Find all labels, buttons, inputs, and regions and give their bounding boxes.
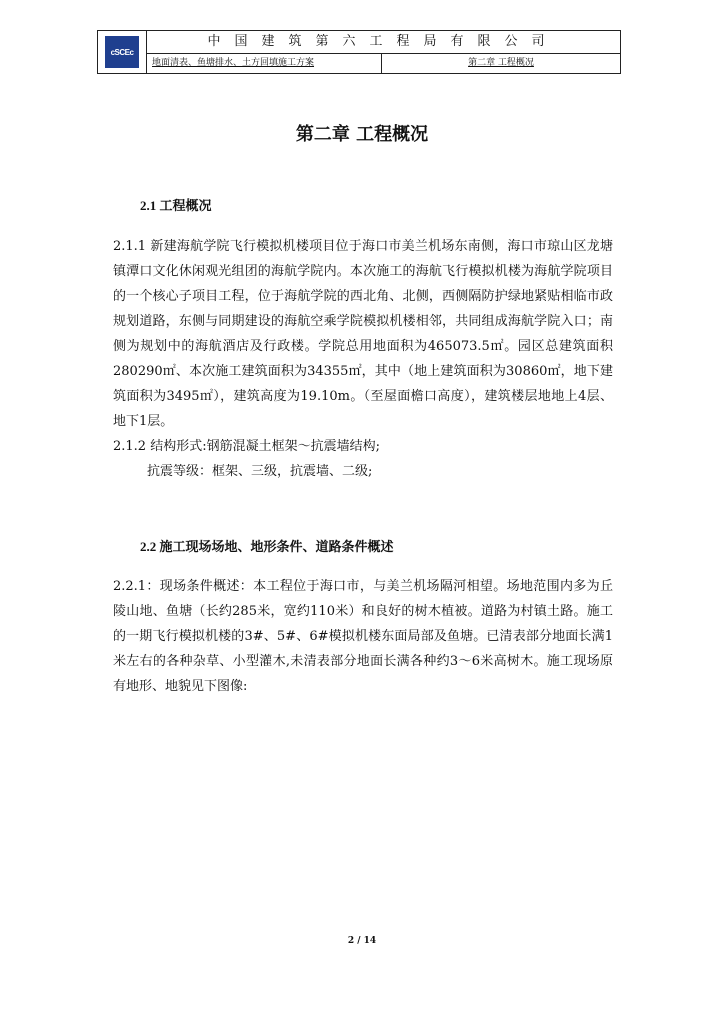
section-heading-2-2: 2.2 施工现场场地、地形条件、道路条件概述 [140,539,394,554]
chapter-reference: 第二章 工程概况 [468,58,534,68]
company-name: 中国建筑第六工程局有限公司 [146,31,620,54]
page-header [97,30,621,74]
page-number: 2 / 14 [347,936,377,946]
section-2-1-body [113,234,613,484]
paragraph-2-2-1: 2.2.1：现场条件概述：本工程位于海口市，与美兰机场隔河相望。场地范围内多为丘陵山地、鱼塘（长约285米，宽约110米）和良好的树木植被。道路为村镇土路。施工的一期飞行模拟机楼的3#、5#、6#模拟机楼东面局部及鱼塘。已清表部分地面长满1米左右的各种杂草、小型灌木,未清表部分地面长满各种约3～6米高树木。施工现场原有地形、地貌见下图像: [113,579,613,694]
paragraph-2-1-1: 2.1.1 新建海航学院飞行模拟机楼项目位于海口市美兰机场东南侧，海口市琼山区龙塘镇潭口文化休闲观光组团的海航学院内。本次施工的海航飞行模拟机楼为海航学院项目的一个核心子项目工程，位于海航学院的西北角、北侧，西侧隔防护绿地紧贴相临市政规划道路，东侧与同期建设的海航空乘学院模拟机楼相邻，共同组成海航学院入口；南侧为规划中的海航酒店及行政楼。学院总用地面积为465073.5㎡。园区总建筑面积280290㎡、本次施工建筑面积为34355㎡，其中（地上建筑面积为30860㎡，地下建筑面积为3495㎡），建筑高度为19.10m。（至屋面檐口高度），建筑楼层地地上4层、地下1层。 [113,239,613,429]
section-heading-2-1: 2.1 工程概况 [140,198,212,213]
logo-cell [98,31,147,73]
paragraph-seismic-grade: 抗震等级：框架、三级，抗震墙、二级; [147,464,373,479]
company-logo: cSCEc [105,36,139,68]
document-title: 地面清表、鱼塘排水、土方回填施工方案 [146,53,382,73]
chapter-title: 第二章 工程概况 [295,124,429,145]
paragraph-2-1-2: 2.1.2 结构形式:钢筋混凝土框架～抗震墙结构; [113,439,380,454]
section-2-2-body [113,574,613,699]
